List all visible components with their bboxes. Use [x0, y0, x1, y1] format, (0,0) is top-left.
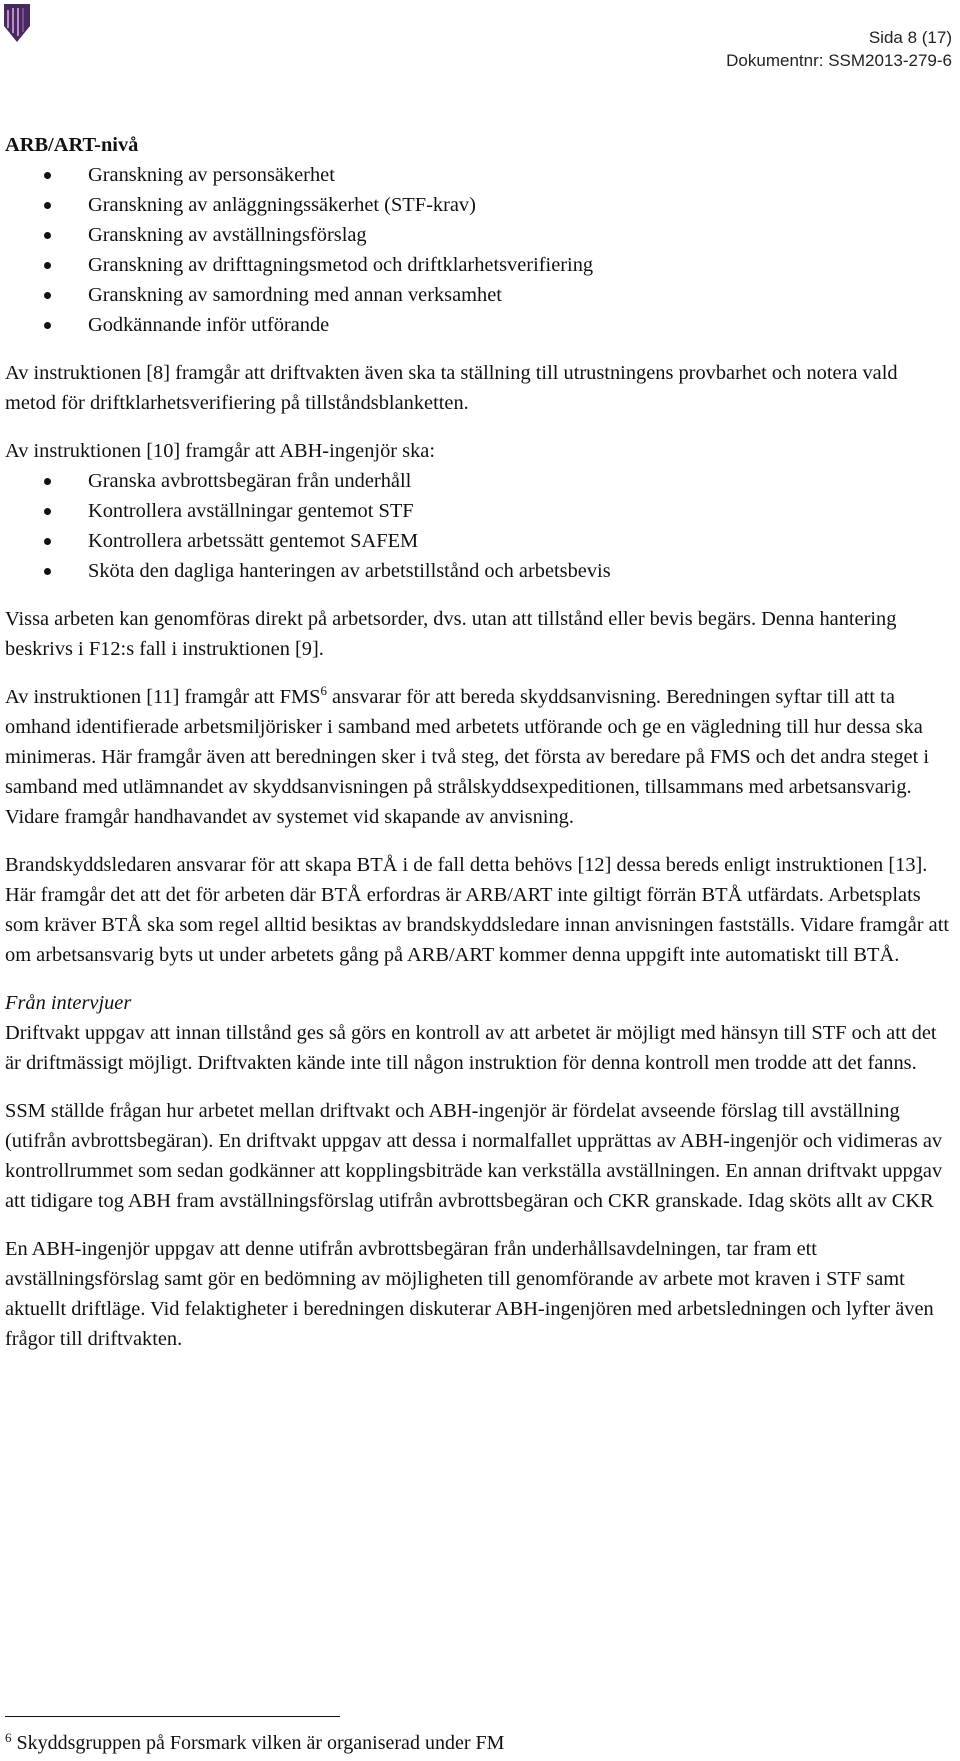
arb-bullet-list [5, 160, 950, 340]
list-item: Granskning av personsäkerhet [5, 160, 950, 190]
paragraph-fms: Av instruktionen [11] framgår att FMS$^6$ ansvarar för att bereda skyddsanvisning. Beredningen syftar till att ta omhand identifierade arbetsmiljörisker i samband med arbetets utförande och ge en vägledning till hur dessa ska minimeras. Här framgår även att beredningen sker i två steg, det första av beredare på FMS och det andra steget i samband med utlämnandet av skyddsanvisningen på strålskyddsexpeditionen, tillsammans med arbetsansvarig. Vidare framgår handhavandet av systemet vid skapande av anvisning. [5, 683, 930, 828]
bullet-icon [44, 172, 51, 179]
footnote-divider [5, 1716, 340, 1717]
footnote [5, 1730, 504, 1756]
bullet-icon [44, 478, 51, 485]
list-item: Godkännande inför utförande [5, 310, 950, 340]
paragraph-instruction-8: Av instruktionen [8] framgår att driftvakten även ska ta ställning till utrustningens provbarhet och notera vald metod för driftklarhetsverifiering på tillståndsblanketten. [5, 362, 898, 414]
abh-bullet-list [5, 466, 950, 586]
footnote-reference: 6 [320, 683, 327, 698]
footnote-text: Skyddsgruppen på Forsmark vilken är organiserad under FM [11, 1732, 505, 1754]
footnote-number: 6 [5, 1730, 12, 1745]
bullet-icon [44, 202, 51, 209]
logo-icon [2, 2, 32, 44]
list-item: Kontrollera arbetssätt gentemot SAFEM [5, 526, 950, 556]
paragraph-interview-2: SSM ställde frågan hur arbetet mellan driftvakt och ABH-ingenjör är fördelat avseende förslag till avställning (utifrån avbrottsbegäran). En driftvakt uppgav att dessa i normalfallet upprättas av ABH-ingenjör och vidimeras av kontrollrummet som sedan godkänner att kopplingsbiträde kan verkställa avställningen. En annan driftvakt uppgav att tidigare tog ABH fram avställningsförslag utifrån avbrottsbegäran och CKR granskade. Idag sköts allt av CKR [5, 1100, 943, 1212]
bullet-icon [44, 292, 51, 299]
section-heading-arb-art: ARB/ART-nivå [5, 134, 139, 156]
paragraph-brandskydd: Brandskyddsledaren ansvarar för att skapa BTÅ i de fall detta behövs [12] dessa bereds enligt instruktionen [13]. Här framgår det att det för arbeten där BTÅ erfordras är ARB/ART inte giltigt förrän BTÅ utfärdats. Arbetsplats som kräver BTÅ ska som regel alltid besiktas av brandskyddsledare innan anvisningen fastställs. Vidare framgår att om arbetsansvarig byts ut under arbetets gång på ARB/ART kommer denna uppgift inte automatiskt till BTÅ. [5, 854, 950, 966]
document-number: Dokumentnr: SSM2013-279-6 [726, 51, 952, 70]
page-number: Sida 8 (17) [868, 28, 952, 47]
paragraph-abh-intro: Av instruktionen [10] framgår att ABH-ingenjör ska: [5, 440, 435, 462]
bullet-icon [44, 322, 51, 329]
list-item: Granskning av avställningsförslag [5, 220, 950, 250]
page-header [726, 26, 952, 72]
paragraph-interview-1: Driftvakt uppgav att innan tillstånd ges så görs en kontroll av att arbetet är möjligt med hänsyn till STF och att det är driftmässigt möjligt. Driftvakten kände inte till någon instruktion för denna kontroll men trodde att det fanns. [5, 1022, 937, 1074]
paragraph-vissa-arbeten: Vissa arbeten kan genomföras direkt på arbetsorder, dvs. utan att tillstånd eller bevis begärs. Denna hantering beskrivs i F12:s fall i instruktionen [9]. [5, 608, 897, 660]
list-item: Sköta den dagliga hanteringen av arbetstillstånd och arbetsbevis [5, 556, 950, 586]
list-item: Granska avbrottsbegäran från underhåll [5, 466, 950, 496]
document-body [5, 130, 950, 1354]
list-item: Granskning av drifttagningsmetod och driftklarhetsverifiering [5, 250, 950, 280]
section-heading-interviews: Från intervjuer [5, 992, 132, 1014]
bullet-icon [44, 232, 51, 239]
bullet-icon [44, 538, 51, 545]
bullet-icon [44, 568, 51, 575]
bullet-icon [44, 508, 51, 515]
list-item: Kontrollera avställningar gentemot STF [5, 496, 950, 526]
paragraph-interview-3: En ABH-ingenjör uppgav att denne utifrån avbrottsbegäran från underhållsavdelningen, tar fram ett avställningsförslag samt gör en bedömning av möjligheten till genomförande av arbete mot kraven i STF samt aktuellt driftläge. Vid felaktigheter i beredningen diskuterar ABH-ingenjören med arbetsledningen och lyfter även frågor till driftvakten. [5, 1238, 934, 1350]
list-item: Granskning av anläggningssäkerhet (STF-krav) [5, 190, 950, 220]
bullet-icon [44, 262, 51, 269]
list-item: Granskning av samordning med annan verksamhet [5, 280, 950, 310]
